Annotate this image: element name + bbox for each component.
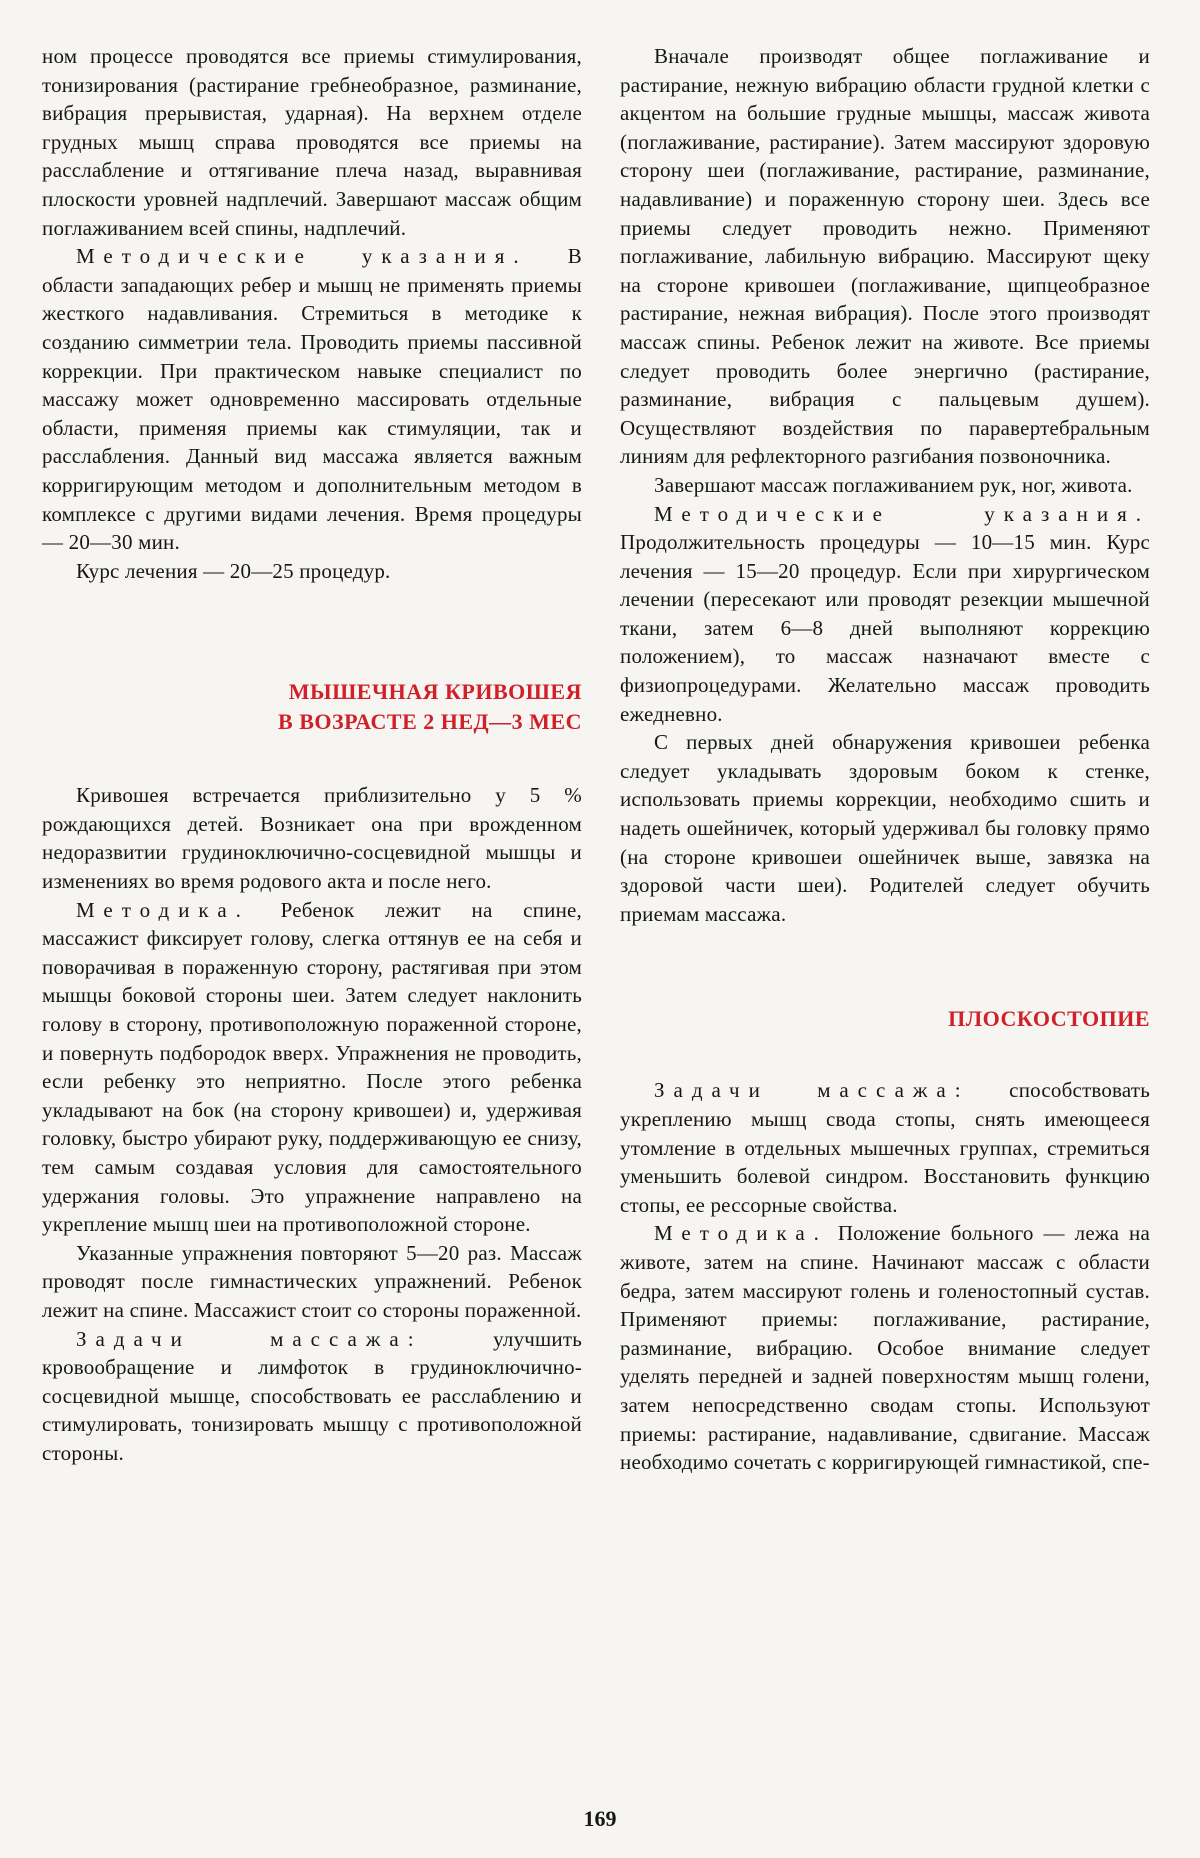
paragraph-text: Ребенок лежит на спине, массажист фиксирует голову, слегка оттянув ее на себя и поворачивая в пораженную сторону, растягивая при этом мышцы боковой стороны шеи. Затем следует наклонить голову в сторону, противоположную пораженной стороне, и повернуть подбородок вверх. Упражнения не проводить, если ребенку это неприятно. После этого ребенка укладывают на бок (на сторону кривошеи) и, удерживая головку, быстро убирают руку, поддерживающую ее снизу, тем самым создавая условия для самостоятельного удержания головы. Это упражнение направлено на укрепление мышц шеи на противоположной стороне. bbox=[42, 897, 582, 1237]
paragraph: Завершают массаж поглаживанием рук, ног, живота. bbox=[654, 472, 1133, 497]
spaced-lead: Методические указания. bbox=[76, 244, 528, 269]
spaced-lead: Задачи массажа: bbox=[654, 1078, 970, 1103]
paragraph: ном процессе проводятся все приемы стимулирования, тонизирования (растирание гребнеобразное, разминание, вибрация прерывистая, ударная). На верхнем отделе грудных мышц справа проводятся все приемы на расслабление и оттягивание плеча назад, выравнивая плоскости уровней надплечий. Завершают массаж общим поглаживанием всей спины, надплечий. bbox=[42, 44, 582, 240]
paragraph: Указанные упражнения повторяют 5—20 раз. Массаж проводят после гимнастических упражнений. Ребенок лежит на спине. Массажист стоит со стороны пораженной. bbox=[42, 1240, 582, 1322]
paragraph bbox=[620, 500, 1150, 729]
paragraph bbox=[620, 1219, 1150, 1476]
left-column bbox=[42, 42, 582, 1468]
heading-line: МЫШЕЧНАЯ КРИВОШЕЯ bbox=[288, 679, 582, 705]
paragraph-text: Продолжительность процедуры — 10—15 мин. Курс лечения — 15—20 процедур. Если при хирургическом лечении (пересекают или проводят резекции мышечной ткани, затем 6—8 дней выполняют коррекцию положением), то массаж назначают вместе с физиопроцедурами. Желательно массаж проводить ежедневно. bbox=[620, 530, 1150, 726]
spaced-lead: Методика. bbox=[76, 897, 250, 922]
right-column bbox=[620, 42, 1150, 1477]
paragraph-text: способствовать укреплению мышц свода стопы, снять имеющееся утомление в отдельных мышечных группах, стремиться уменьшить болевой синдром. Восстановить функцию стопы, ее рессорные свойства. bbox=[620, 1078, 1150, 1217]
spaced-lead: Задачи массажа: bbox=[76, 1326, 423, 1351]
paragraph: С первых дней обнаружения кривошеи ребенка следует укладывать здоровым боком к стенке, использовать приемы коррекции, необходимо сшить и надеть ошейничек, который удерживал бы головку прямо (на стороне кривошеи ошейничек выше, завязка на здоровой части шеи). Родителей следует обучить приемам массажа. bbox=[620, 730, 1150, 926]
paragraph-text: В области западающих ребер и мышц не применять приемы жесткого надавливания. Стремиться в методике к созданию симметрии тела. Проводить приемы пассивной коррекции. При практическом навыке специалист по массажу может одновременно массировать отдельные области, применяя приемы как стимуляции, так и расслабления. Данный вид массажа является важным корригирующим методом и дополнительным методом в комплексе с другими видами лечения. Время процедуры — 20—30 мин. bbox=[42, 244, 582, 555]
section-heading-flatfoot: ПЛОСКОСТОПИЕ bbox=[948, 1006, 1150, 1032]
paragraph-text: улучшить кровообращение и лимфоток в грудиноключично-сосцевидной мышце, способствовать ее расслаблению и стимулировать, тонизировать мышцу с противоположной стороны. bbox=[42, 1326, 582, 1465]
paragraph-text: Положение больного — лежа на животе, затем на спине. Начинают массаж с области бедра, затем массируют голень и голеностопный сустав. Применяют приемы: поглаживание, растирание, разминание, вибрацию. Особое внимание следует уделять передней и задней поверхностям мышц голени, затем непосредственно сводам стопы. Используют приемы: растирание, надавливание, сдвигание. Массаж необходимо сочетать с корригирующей гимнастикой, спе- bbox=[620, 1221, 1150, 1475]
spaced-lead: Методические указания. bbox=[654, 501, 1150, 526]
paragraph bbox=[620, 1076, 1150, 1219]
page-number: 169 bbox=[583, 1806, 617, 1831]
paragraph: Вначале производят общее поглаживание и растирание, нежную вибрацию области грудной клетки с акцентом на большие грудные мышцы, массаж живота (поглаживание, растирание). Затем массируют здоровую сторону шеи (поглаживание, растирание, разминание, надавливание) и пораженную сторону шеи. Здесь все приемы следует проводить нежно. Применяют поглаживание, лабильную вибрацию. Массируют щеку на стороне кривошеи (поглаживание, щипцеобразное растирание, нежная вибрация). После этого производят массаж спины. Ребенок лежит на животе. Все приемы следует проводить более энергично (растирание, разминание, вибрация с пальцевым душем). Осуществляют воздействия по паравертебральным линиям для рефлекторного разгибания позвоночника. bbox=[620, 44, 1150, 469]
spaced-lead: Методика. bbox=[654, 1221, 828, 1246]
paragraph bbox=[42, 1325, 582, 1468]
paragraph bbox=[42, 896, 582, 1239]
heading-line: В ВОЗРАСТЕ 2 НЕД—3 МЕС bbox=[278, 709, 582, 735]
paragraph bbox=[42, 242, 582, 557]
section-heading-torticollis bbox=[42, 677, 582, 737]
paragraph: Кривошея встречается приблизительно у 5 % рождающихся детей. Возникает она при врожденном недоразвитии грудиноключично-сосцевидной мышцы и изменениях во время родового акта и после него. bbox=[42, 783, 582, 894]
paragraph: Курс лечения — 20—25 процедур. bbox=[76, 558, 391, 583]
